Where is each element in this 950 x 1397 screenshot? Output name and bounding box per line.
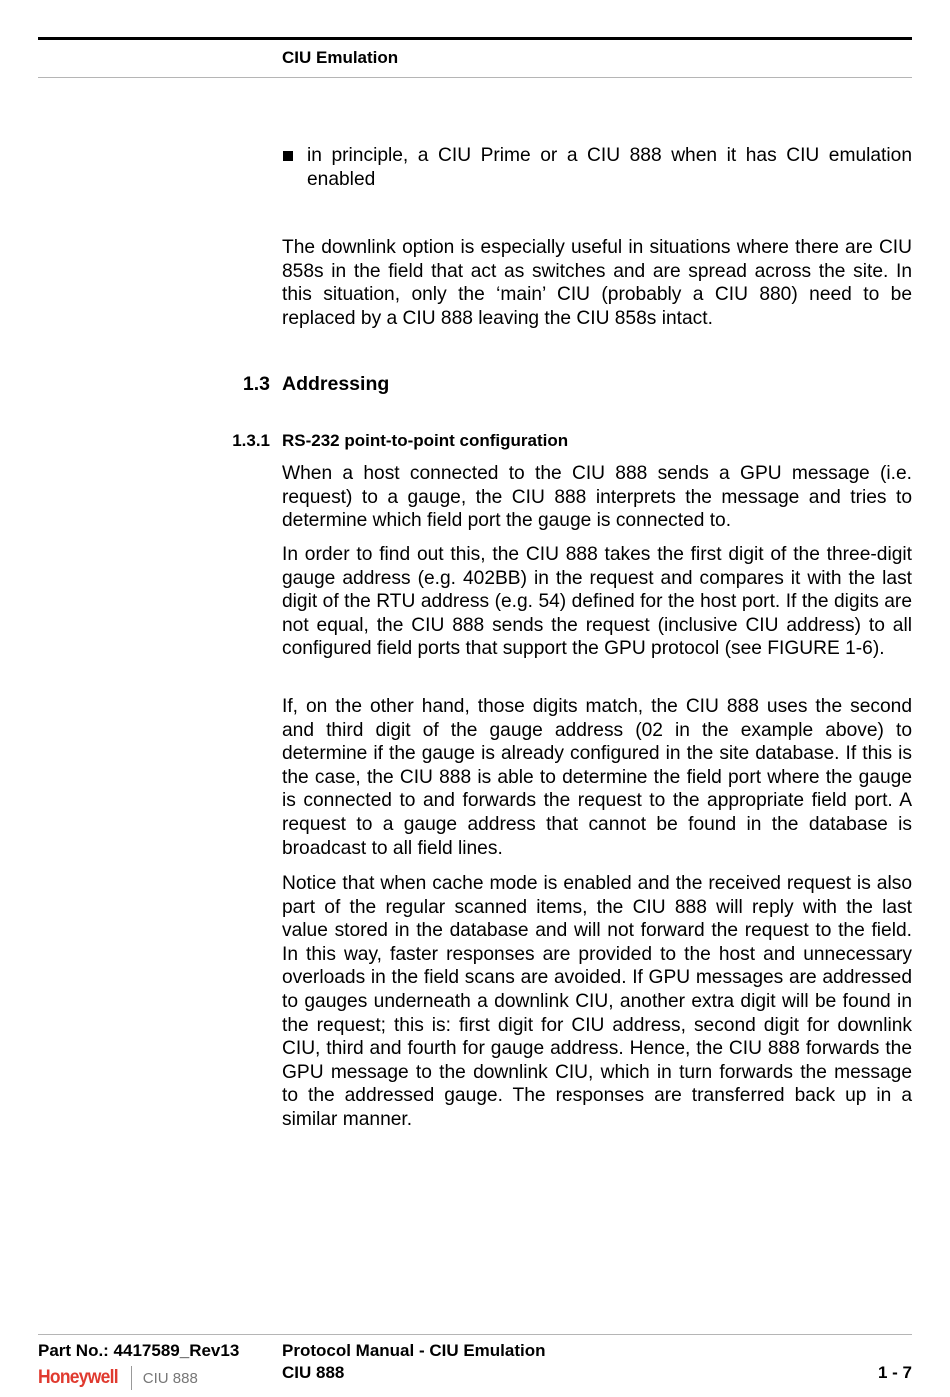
intro-paragraph: The downlink option is especially useful in situations where there are CIU 858s in the field that act as switches and are spread across the site. In this situation, only the ‘main’ CIU (probably a CIU 880) need to be replaced by a CIU 888 leaving the CIU 858s intact. — [282, 237, 912, 329]
logo-divider — [131, 1366, 132, 1390]
footer-rule — [38, 1334, 912, 1335]
section-heading: Addressing — [282, 373, 390, 395]
running-header-title: CIU Emulation — [282, 48, 399, 67]
body-paragraph: If, on the other hand, those digits match, the CIU 888 uses the second and third digit of the gauge address (02 in the example above) to determine if the gauge is already configured in the site database. If this is the case, the CIU 888 is able to determine the field port where the gauge is connected to and forwards the request to the appropriate field port. A request to a gauge address that cannot be found in the database is broadcast to all field lines. — [282, 696, 912, 859]
top-rule — [38, 37, 912, 40]
footer-product-name: CIU 888 — [282, 1363, 345, 1382]
body-paragraph: In order to find out this, the CIU 888 takes the first digit of the three-digit gauge address (e.g. 402BB) in the request and compares it with the last digit of the RTU address (e.g. 54) defined for the host port. If the digits are not equal, the CIU 888 sends the request (inclusive CIU address) to all configured field ports that support the GPU protocol (see FIGURE 1-6). — [282, 544, 912, 660]
body-paragraph: When a host connected to the CIU 888 sends a GPU message (i.e. request) to a gauge, the CIU 888 interprets the message and tries to determine which field port the gauge is connected to. — [282, 463, 912, 532]
header-rule — [38, 77, 912, 78]
body-paragraph: Notice that when cache mode is enabled and the received request is also part of the regular scanned items, the CIU 888 will reply with the last value stored in the database and will not forward the request to the field. In this way, faster responses are provided to the host and unnecessary overloads in the field scans are avoided. If GPU messages are addressed to gauges underneath a downlink CIU, another extra digit will be found in the request; this is: first digit for CIU address, second digit for downlink CIU, third and fourth for gauge address. Hence, the CIU 888 forwards the GPU message to the downlink CIU, which in turn forwards the message to the addressed gauge. The responses are transferred back up in a similar manner. — [282, 873, 912, 1130]
logo-product-text: CIU 888 — [142, 1369, 198, 1387]
bullet-list-item — [282, 144, 912, 191]
bullet-text: in principle, a CIU Prime or a CIU 888 when it has CIU emulation enabled — [307, 145, 912, 190]
footer-part-number: Part No.: 4417589_Rev13 — [38, 1341, 240, 1360]
section-number: 1.3 — [242, 373, 270, 395]
subsection-number: 1.3.1 — [232, 431, 270, 450]
logo-brand-text: Honeywell — [38, 1367, 118, 1388]
footer-manual-title: Protocol Manual - CIU Emulation — [282, 1341, 546, 1360]
square-bullet-icon — [283, 151, 293, 161]
subsection-heading: RS-232 point-to-point configuration — [282, 431, 569, 450]
footer-page-number: 1 - 7 — [877, 1363, 912, 1382]
honeywell-logo — [38, 1364, 198, 1392]
